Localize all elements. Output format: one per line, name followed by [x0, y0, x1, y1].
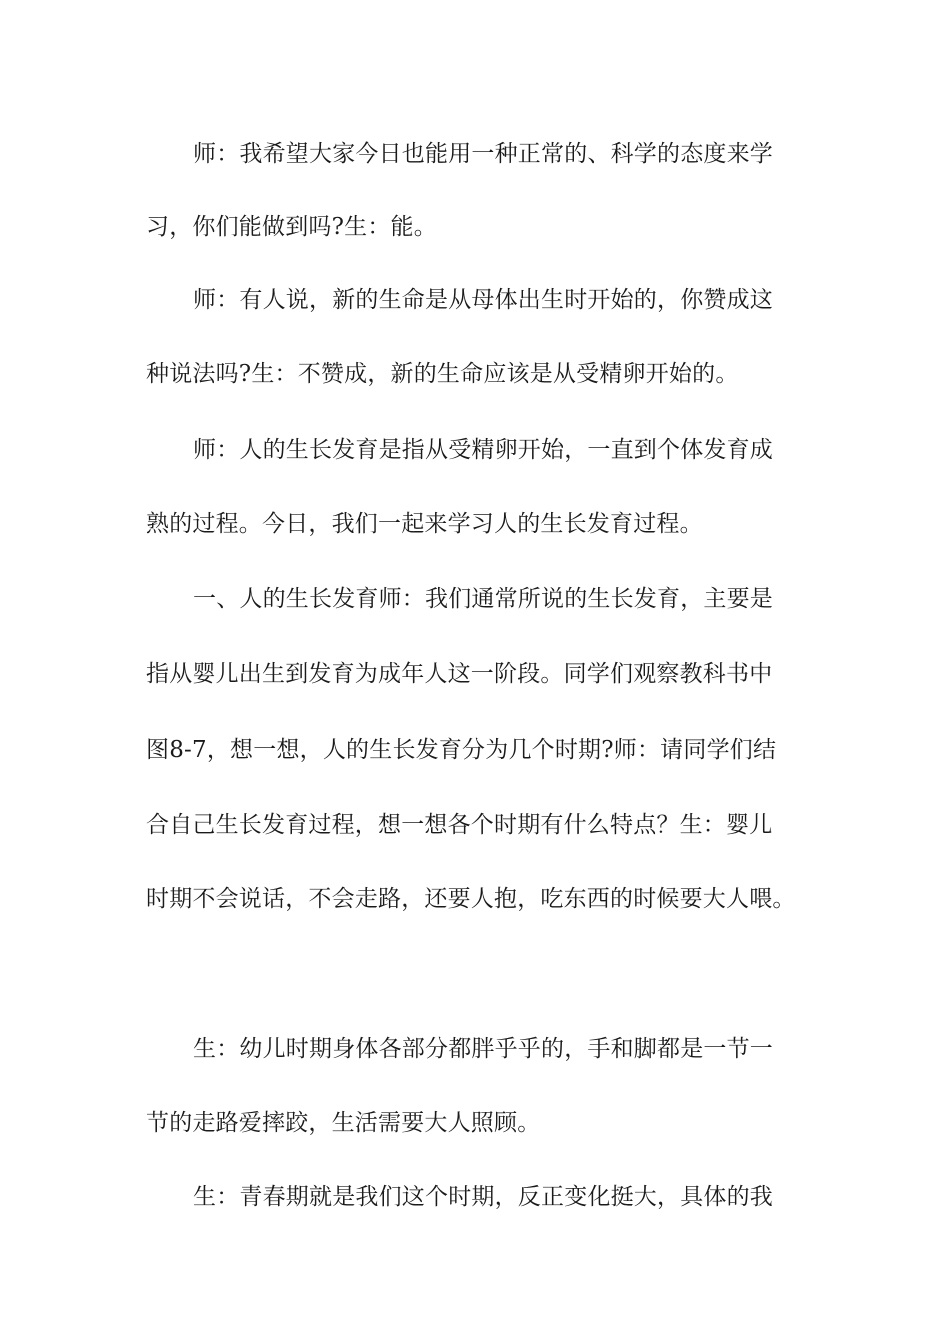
- text-line-7: 一、人的生长发育师：我们通常所说的生长发育，主要是: [193, 586, 773, 612]
- text-line-5: 师：人的生长发育是指从受精卵开始，一直到个体发育成: [193, 437, 773, 463]
- text-line-11: 时期不会说话，不会走路，还要人抱，吃东西的时候要大人喂。: [146, 886, 796, 912]
- text-line-2: 习，你们能做到吗?生：能。: [146, 214, 437, 240]
- text-line-13: 节的走路爱摔跤，生活需要大人照顾。: [146, 1110, 541, 1136]
- text-line-10: 合自己生长发育过程，想一想各个时期有什么特点？生：婴儿: [146, 812, 773, 838]
- text-line-6: 熟的过程。今日，我们一起来学习人的生长发育过程。: [146, 511, 703, 537]
- text-line-14: 生：青春期就是我们这个时期，反正变化挺大，具体的我: [193, 1184, 773, 1210]
- text-line-9: 图8-7，想一想，人的生长发育分为几个时期?师：请同学们结: [146, 737, 777, 763]
- text-line-1: 师：我希望大家今日也能用一种正常的、科学的态度来学: [193, 141, 773, 167]
- text-line-8: 指从婴儿出生到发育为成年人这一阶段。同学们观察教科书中: [146, 661, 773, 687]
- text-line-12: 生：幼儿时期身体各部分都胖乎乎的，手和脚都是一节一: [193, 1036, 773, 1062]
- text-line-3: 师：有人说，新的生命是从母体出生时开始的，你赞成这: [193, 287, 773, 313]
- text-line-4: 种说法吗?生：不赞成，新的生命应该是从受精卵开始的。: [146, 361, 739, 387]
